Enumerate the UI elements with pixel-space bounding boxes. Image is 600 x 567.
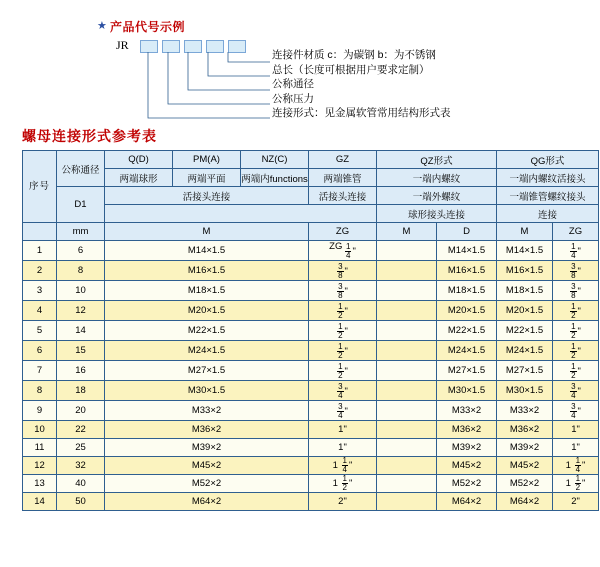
cell-qg-zg: $\frac{3}{8}$ " [553, 281, 599, 301]
header-qg-thread: 一端锥管螺纹接头 [497, 187, 599, 205]
header-group-pma: PM(A) [173, 151, 241, 169]
cell-qd-m: M30×1.5 [105, 381, 309, 401]
table-row [23, 261, 599, 281]
label-nominal-diameter: 公称通径 [272, 78, 314, 90]
header-gz-end: 两端锥管 [309, 169, 377, 187]
header-unit-mm: mm [57, 223, 105, 241]
cell-gz-zg: $\frac{1}{2}$ " [309, 341, 377, 361]
nut-connection-table [22, 150, 599, 511]
cell-qz-d: M20×1.5 [437, 301, 497, 321]
cell-qg-m: M36×2 [497, 421, 553, 439]
table-row [23, 281, 599, 301]
cell-qd-m: M52×2 [105, 475, 309, 493]
table-head [23, 151, 599, 241]
label-total-length: 总长（长度可根据用户要求定制） [272, 63, 430, 76]
header-unit-qz-m: M [377, 223, 437, 241]
cell-gz-zg: ZG $\frac{1}{4}$ " [309, 241, 377, 261]
label-connection-type: 连接形式：见金属软管常用结构形式表 [272, 107, 451, 119]
header-gz-joint: 活接头连接 [309, 187, 377, 205]
header-qz-ball: 球形接头连接 [377, 205, 497, 223]
cell-qd-m: M22×1.5 [105, 321, 309, 341]
table-row [23, 475, 599, 493]
cell-qg-m: M20×1.5 [497, 301, 553, 321]
cell-qz-d: M27×1.5 [437, 361, 497, 381]
cell-qd-m: M27×1.5 [105, 361, 309, 381]
cell-sn: 6 [23, 341, 57, 361]
cell-dn: 40 [57, 475, 105, 493]
cell-qz-d: M24×1.5 [437, 341, 497, 361]
header-row-units [23, 223, 599, 241]
cell-dn: 16 [57, 361, 105, 381]
cell-sn: 12 [23, 457, 57, 475]
cell-dn: 22 [57, 421, 105, 439]
cell-gz-zg: 2" [309, 493, 377, 511]
cell-qz-d: M36×2 [437, 421, 497, 439]
section-title: 螺母连接形式参考表 [22, 128, 157, 144]
table-row [23, 401, 599, 421]
header-group-nzc: NZ(C) [241, 151, 309, 169]
header-sn: 序号 [23, 151, 57, 223]
header-group-gz: GZ [309, 151, 377, 169]
cell-qg-zg: 2" [553, 493, 599, 511]
cell-qg-m: M30×1.5 [497, 381, 553, 401]
table-row [23, 341, 599, 361]
table-row [23, 421, 599, 439]
header-qz-thread: 一端外螺纹 [377, 187, 497, 205]
cell-qg-zg: $\frac{1}{2}$ " [553, 321, 599, 341]
cell-qg-zg: 1" [553, 421, 599, 439]
product-code-prefix: JR [116, 38, 129, 52]
header-blank [105, 205, 377, 223]
star-icon: ★ [97, 20, 107, 32]
cell-qg-zg: $\frac{1}{2}$ " [553, 341, 599, 361]
cell-qz-d: M22×1.5 [437, 321, 497, 341]
cell-gz-zg: $\frac{1}{2}$ " [309, 361, 377, 381]
cell-sn: 14 [23, 493, 57, 511]
cell-qz-m [377, 281, 437, 301]
cell-qd-m: M18×1.5 [105, 281, 309, 301]
cell-dn: 25 [57, 439, 105, 457]
cell-qg-m: M64×2 [497, 493, 553, 511]
cell-sn: 3 [23, 281, 57, 301]
cell-qg-zg: 1 $\frac{1}{4}$ " [553, 457, 599, 475]
cell-qz-m [377, 401, 437, 421]
cell-dn: 18 [57, 381, 105, 401]
cell-qz-m [377, 439, 437, 457]
cell-dn: 6 [57, 241, 105, 261]
header-dn: 公称通径 [57, 151, 105, 187]
cell-qd-m: M39×2 [105, 439, 309, 457]
cell-sn: 10 [23, 421, 57, 439]
cell-qg-zg: $\frac{3}{4}$ " [553, 401, 599, 421]
cell-gz-zg: $\frac{3}{8}$ " [309, 261, 377, 281]
cell-qz-m [377, 493, 437, 511]
cell-qz-d: M52×2 [437, 475, 497, 493]
header-unit-qg-m: M [497, 223, 553, 241]
cell-qz-m [377, 381, 437, 401]
cell-qg-m: M16×1.5 [497, 261, 553, 281]
cell-qg-m: M22×1.5 [497, 321, 553, 341]
cell-sn: 4 [23, 301, 57, 321]
header-unit-zg: ZG [309, 223, 377, 241]
cell-qg-zg: $\frac{1}{4}$ " [553, 241, 599, 261]
cell-dn: 50 [57, 493, 105, 511]
cell-sn: 11 [23, 439, 57, 457]
cell-gz-zg: $\frac{3}{4}$ " [309, 401, 377, 421]
cell-sn: 9 [23, 401, 57, 421]
header-unit-blank [23, 223, 57, 241]
header-group-qd: Q(D) [105, 151, 173, 169]
cell-gz-zg: $\frac{3}{8}$ " [309, 281, 377, 301]
cell-qz-m [377, 261, 437, 281]
table-row [23, 457, 599, 475]
header-row-joint [23, 187, 599, 205]
cell-sn: 2 [23, 261, 57, 281]
cell-qg-zg: $\frac{3}{4}$ " [553, 381, 599, 401]
cell-qd-m: M20×1.5 [105, 301, 309, 321]
cell-qz-m [377, 457, 437, 475]
cell-qg-zg: $\frac{1}{2}$ " [553, 361, 599, 381]
cell-dn: 20 [57, 401, 105, 421]
table-row [23, 361, 599, 381]
label-material: 连接件材质 c：为碳钢 b：为不锈钢 [272, 49, 436, 61]
header-group-qg: QG形式 [497, 151, 599, 169]
cell-gz-zg: 1 $\frac{1}{4}$ " [309, 457, 377, 475]
header-group-qz: QZ形式 [377, 151, 497, 169]
cell-dn: 12 [57, 301, 105, 321]
cell-qg-m: M33×2 [497, 401, 553, 421]
cell-qz-d: M64×2 [437, 493, 497, 511]
cell-qg-m: M24×1.5 [497, 341, 553, 361]
cell-qd-m: M14×1.5 [105, 241, 309, 261]
cell-qd-m: M24×1.5 [105, 341, 309, 361]
cell-qd-m: M45×2 [105, 457, 309, 475]
header-qz-end: 一端内螺纹 [377, 169, 497, 187]
header-qd-end: 两端球形 [105, 169, 173, 187]
cell-qg-m: M39×2 [497, 439, 553, 457]
table-body [23, 241, 599, 511]
table-row [23, 493, 599, 511]
cell-qz-m [377, 421, 437, 439]
product-code-diagram [0, 0, 600, 120]
cell-qz-m [377, 341, 437, 361]
cell-qz-d: M14×1.5 [437, 241, 497, 261]
cell-dn: 14 [57, 321, 105, 341]
cell-sn: 5 [23, 321, 57, 341]
table-row [23, 301, 599, 321]
cell-qg-zg: 1" [553, 439, 599, 457]
table-row [23, 381, 599, 401]
cell-qz-m [377, 475, 437, 493]
header-pma-end: 两端平面 [173, 169, 241, 187]
cell-sn: 1 [23, 241, 57, 261]
cell-dn: 15 [57, 341, 105, 361]
cell-qd-m: M33×2 [105, 401, 309, 421]
header-qg-conn: 连接 [497, 205, 599, 223]
cell-qz-d: M33×2 [437, 401, 497, 421]
cell-gz-zg: 1" [309, 421, 377, 439]
cell-sn: 8 [23, 381, 57, 401]
cell-gz-zg: $\frac{1}{2}$ " [309, 301, 377, 321]
cell-qg-m: M27×1.5 [497, 361, 553, 381]
header-row-sub [23, 205, 599, 223]
table-row [23, 241, 599, 261]
diagram-labels [272, 48, 451, 121]
header-row-ends [23, 169, 599, 187]
cell-dn: 8 [57, 261, 105, 281]
cell-qz-d: M18×1.5 [437, 281, 497, 301]
cell-qd-m: M36×2 [105, 421, 309, 439]
cell-qg-zg: $\frac{3}{8}$ " [553, 261, 599, 281]
header-qg-end: 一端内螺纹活接头 [497, 169, 599, 187]
header-unit-qz-d: D [437, 223, 497, 241]
cell-gz-zg: $\frac{1}{2}$ " [309, 321, 377, 341]
header-nzc-end: 两端内functions [241, 169, 309, 187]
cell-qg-zg: $\frac{1}{2}$ " [553, 301, 599, 321]
cell-qg-m: M52×2 [497, 475, 553, 493]
cell-dn: 10 [57, 281, 105, 301]
cell-qz-m [377, 361, 437, 381]
table-row [23, 321, 599, 341]
cell-qd-m: M64×2 [105, 493, 309, 511]
cell-sn: 13 [23, 475, 57, 493]
cell-qz-d: M30×1.5 [437, 381, 497, 401]
cell-qz-d: M39×2 [437, 439, 497, 457]
header-left-joint: 活接头连接 [105, 187, 309, 205]
cell-qz-m [377, 321, 437, 341]
label-nominal-pressure: 公称压力 [272, 92, 314, 105]
header-unit-qg-zg: ZG [553, 223, 599, 241]
cell-qg-m: M14×1.5 [497, 241, 553, 261]
diagram-title: 产品代号示例 [110, 20, 186, 34]
header-d1: D1 [57, 187, 105, 223]
cell-qg-m: M18×1.5 [497, 281, 553, 301]
cell-qg-m: M45×2 [497, 457, 553, 475]
cell-qz-d: M45×2 [437, 457, 497, 475]
cell-qz-d: M16×1.5 [437, 261, 497, 281]
cell-gz-zg: $\frac{3}{4}$ " [309, 381, 377, 401]
cell-qg-zg: 1 $\frac{1}{2}$ " [553, 475, 599, 493]
cell-sn: 7 [23, 361, 57, 381]
cell-gz-zg: 1 $\frac{1}{2}$ " [309, 475, 377, 493]
header-unit-m: M [105, 223, 309, 241]
cell-qz-m [377, 301, 437, 321]
cell-qz-m [377, 241, 437, 261]
cell-qd-m: M16×1.5 [105, 261, 309, 281]
cell-gz-zg: 1" [309, 439, 377, 457]
cell-dn: 32 [57, 457, 105, 475]
table-row [23, 439, 599, 457]
header-row-groups [23, 151, 599, 169]
